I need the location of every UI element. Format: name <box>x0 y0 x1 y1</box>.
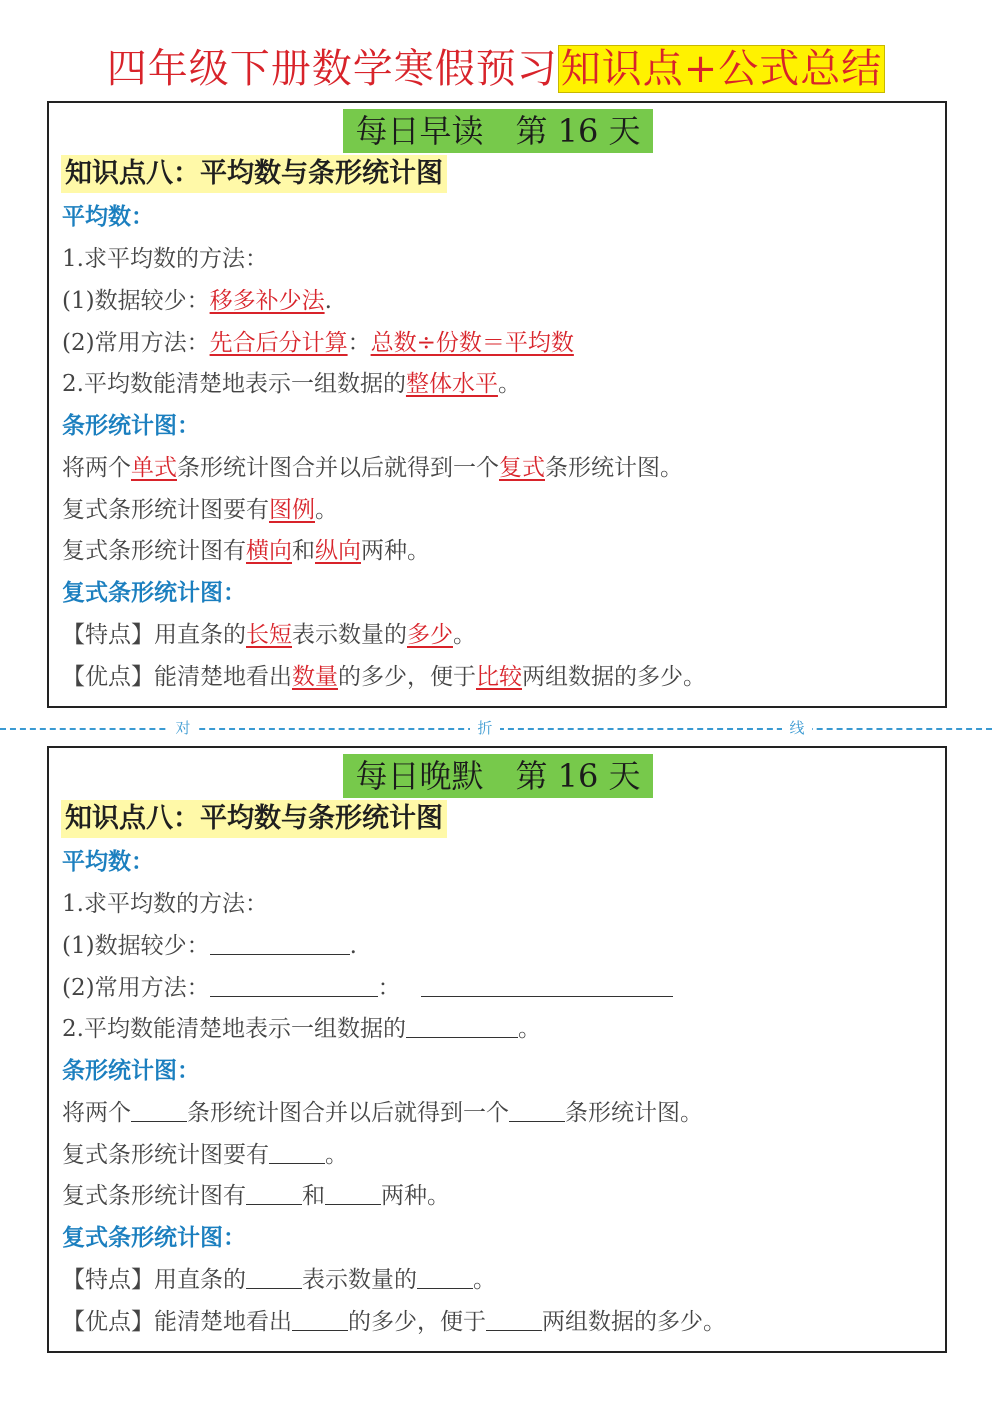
line-method-heading: 1.求平均数的方法： <box>62 891 268 917</box>
text: (2)常用方法： <box>62 330 210 356</box>
line-common-method <box>62 327 574 359</box>
text: 2.平均数能清楚地表示一组数据的 <box>62 1016 406 1042</box>
text: 表示数量的 <box>292 622 407 648</box>
morning-banner: 每日早读 第 16 天 <box>343 109 653 153</box>
fill-blank[interactable] <box>246 1181 302 1205</box>
text: 条形统计图。 <box>545 455 683 481</box>
section-compound-bar-chart: 复式条形统计图： <box>62 579 246 606</box>
answer: 总数÷份数＝平均数 <box>370 330 574 356</box>
section-compound-bar-chart: 复式条形统计图： <box>62 1224 246 1251</box>
line-few-data <box>62 930 357 962</box>
text: 【特点】用直条的 <box>62 1267 246 1293</box>
text: 条形统计图合并以后就得到一个 <box>177 455 499 481</box>
answer: 多少 <box>407 622 453 648</box>
line-combine <box>62 1097 703 1129</box>
text: 【特点】用直条的 <box>62 622 246 648</box>
section-average: 平均数： <box>62 848 154 875</box>
text: 和 <box>292 538 315 564</box>
text: 表示数量的 <box>302 1267 417 1293</box>
line-feature <box>62 619 476 651</box>
fold-label: 折 <box>470 717 500 739</box>
line-few-data <box>62 285 332 317</box>
text: ： <box>377 975 401 1001</box>
text: 。 <box>517 1016 541 1042</box>
text: 两种。 <box>361 538 430 564</box>
fill-blank[interactable] <box>292 1307 348 1331</box>
answer: 横向 <box>246 538 292 564</box>
answer: 比较 <box>476 664 522 690</box>
text: 复式条形统计图要有 <box>62 497 269 523</box>
answer: 长短 <box>246 622 292 648</box>
line-legend <box>62 1139 348 1171</box>
line-combine <box>62 452 683 484</box>
section-bar-chart: 条形统计图： <box>62 412 200 439</box>
text: 的多少，便于 <box>348 1309 486 1335</box>
knowledge-point-title: 知识点八：平均数与条形统计图 <box>61 155 447 193</box>
knowledge-point-title: 知识点八：平均数与条形统计图 <box>61 800 447 838</box>
fill-blank[interactable] <box>131 1098 187 1122</box>
text: 。 <box>315 497 338 523</box>
morning-reading-card <box>47 101 947 708</box>
evening-dictation-card <box>47 746 947 1353</box>
text: 。 <box>497 371 521 397</box>
fill-blank[interactable] <box>406 1014 518 1038</box>
page-title-highlight: 知识点+公式总结 <box>558 45 886 93</box>
fill-blank[interactable] <box>421 973 673 997</box>
answer: 先合后分计算 <box>209 330 348 356</box>
fill-blank[interactable] <box>509 1098 565 1122</box>
text: 的多少，便于 <box>338 664 476 690</box>
answer: 复式 <box>499 455 545 481</box>
text: (2)常用方法： <box>62 975 210 1001</box>
text: 和 <box>302 1183 325 1209</box>
line-advantage <box>62 1306 726 1338</box>
fill-blank[interactable] <box>325 1181 381 1205</box>
text: . <box>324 288 332 314</box>
section-average: 平均数： <box>62 203 154 230</box>
line-common-method <box>62 972 673 1004</box>
fill-blank[interactable] <box>269 1140 325 1164</box>
answer: 纵向 <box>315 538 361 564</box>
text: 【优点】能清楚地看出 <box>62 664 292 690</box>
text: 将两个 <box>62 455 131 481</box>
line-advantage <box>62 661 706 693</box>
line-average-meaning <box>62 368 521 400</box>
text: 将两个 <box>62 1100 131 1126</box>
page-title-main: 四年级下册数学寒假预习 <box>106 46 558 92</box>
fold-label: 对 <box>168 717 198 739</box>
fold-line <box>0 717 992 739</box>
evening-banner: 每日晚默 第 16 天 <box>343 754 653 798</box>
fill-blank[interactable] <box>210 973 378 997</box>
text: . <box>349 933 357 959</box>
page-title <box>0 42 992 96</box>
text: 两种。 <box>381 1183 450 1209</box>
answer: 图例 <box>269 497 315 523</box>
line-average-meaning <box>62 1013 541 1045</box>
fold-label: 线 <box>782 717 812 739</box>
text: 。 <box>325 1142 348 1168</box>
text: 。 <box>473 1267 496 1293</box>
line-orientation <box>62 535 430 567</box>
line-feature <box>62 1264 496 1296</box>
text: 条形统计图。 <box>565 1100 703 1126</box>
text: (1)数据较少： <box>62 933 210 959</box>
fill-blank[interactable] <box>417 1265 473 1289</box>
text: ： <box>347 330 371 356</box>
text: 【优点】能清楚地看出 <box>62 1309 292 1335</box>
text: 复式条形统计图有 <box>62 538 246 564</box>
text: 两组数据的多少。 <box>522 664 706 690</box>
fill-blank[interactable] <box>486 1307 542 1331</box>
answer: 整体水平 <box>405 371 498 397</box>
text: 复式条形统计图要有 <box>62 1142 269 1168</box>
line-legend <box>62 494 338 526</box>
fill-blank[interactable] <box>246 1265 302 1289</box>
answer: 移多补少法 <box>209 288 325 314</box>
answer: 数量 <box>292 664 338 690</box>
text: 两组数据的多少。 <box>542 1309 726 1335</box>
text: 。 <box>453 622 476 648</box>
fill-blank[interactable] <box>210 931 350 955</box>
line-orientation <box>62 1180 450 1212</box>
line-method-heading: 1.求平均数的方法： <box>62 246 268 272</box>
answer: 单式 <box>131 455 177 481</box>
section-bar-chart: 条形统计图： <box>62 1057 200 1084</box>
text: 复式条形统计图有 <box>62 1183 246 1209</box>
text: 2.平均数能清楚地表示一组数据的 <box>62 371 406 397</box>
text: 条形统计图合并以后就得到一个 <box>187 1100 509 1126</box>
text: (1)数据较少： <box>62 288 210 314</box>
